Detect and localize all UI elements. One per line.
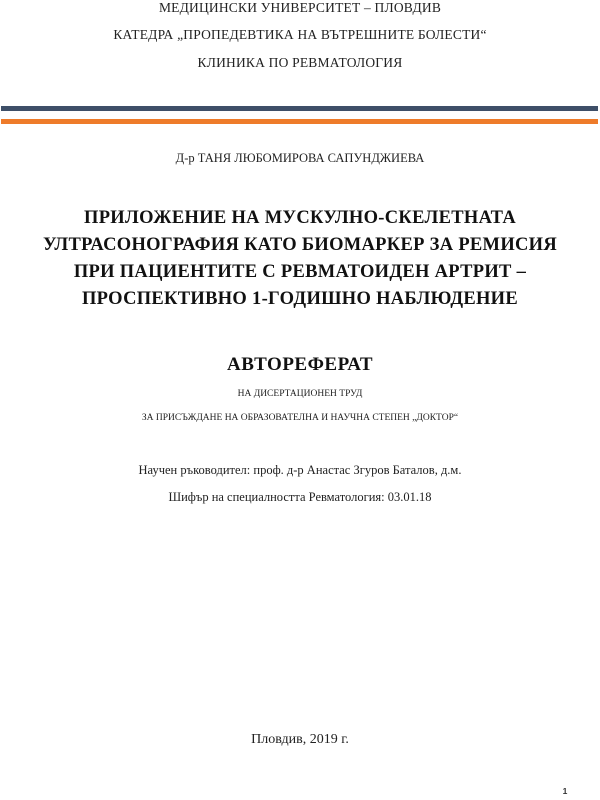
university-name: МЕДИЦИНСКИ УНИВЕРСИТЕТ – ПЛОВДИВ: [158, 0, 442, 15]
author-name: Д-р ТАНЯ ЛЮБОМИРОВА САПУНДЖИЕВА: [175, 151, 425, 165]
navy-divider: [1, 106, 598, 111]
title-line: УЛТРАСОНОГРАФИЯ КАТО БИОМАРКЕР ЗА РЕМИСИЯ: [42, 235, 558, 255]
supervisor-line: Научен ръководител: проф. д-р Анастас Згуров Баталов, д.м.: [138, 463, 462, 477]
abstract-subtitle: НА ДИСЕРТАЦИОНЕН ТРУД: [237, 389, 363, 399]
title-line: ПРИ ПАЦИЕНТИТЕ С РЕВМАТОИДЕН АРТРИТ –: [73, 262, 527, 282]
page-number: 1: [562, 786, 568, 796]
title-line: ПРИЛОЖЕНИЕ НА МУСКУЛНО-СКЕЛЕТНАТА: [84, 208, 516, 228]
specialty-code-line: Шифър на специалността Ревматология: 03.01.18: [168, 490, 432, 504]
title-line: ПРОСПЕКТИВНО 1-ГОДИШНО НАБЛЮДЕНИЕ: [81, 289, 519, 309]
abstract-heading: АВТОРЕФЕРАТ: [226, 354, 373, 375]
department-name: КАТЕДРА „ПРОПЕДЕВТИКА НА ВЪТРЕШНИТЕ БОЛЕСТИ“: [113, 27, 487, 42]
orange-divider: [1, 119, 598, 124]
degree-subtitle: ЗА ПРИСЪЖДАНЕ НА ОБРАЗОВАТЕЛНА И НАУЧНА СТЕПЕН „ДОКТОР“: [141, 413, 459, 423]
clinic-name: КЛИНИКА ПО РЕВМАТОЛОГИЯ: [197, 55, 403, 70]
place-and-year: Пловдив, 2019 г.: [251, 732, 349, 747]
